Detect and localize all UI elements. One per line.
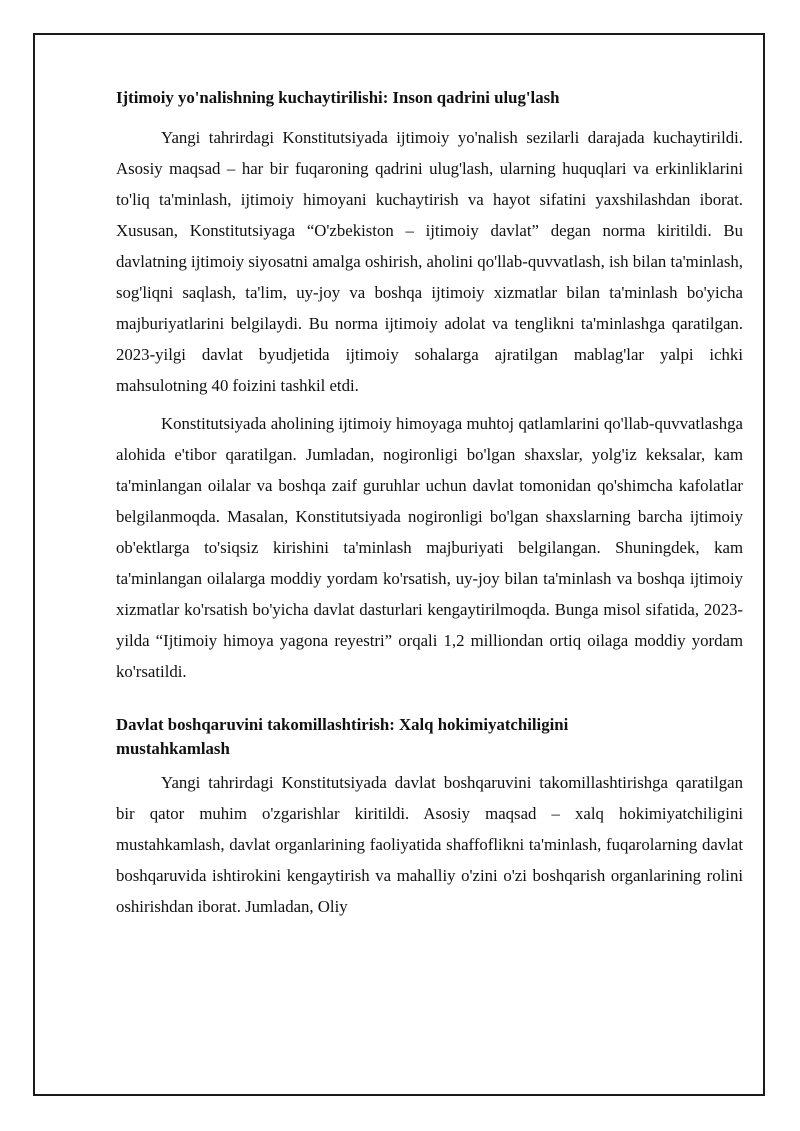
paragraph-social-state-norm: Yangi tahrirdagi Konstitutsiyada ijtimoiy yo'nalish sezilarli darajada kuchaytirildi. Asosiy maqsad – har bir fuqaroning qadrini ulug'lash, ularning huquqlari va erkinliklarini to'liq ta'minlash, ijtimoiy himoyani kuchaytirish va hayot sifatini yaxshilashdan iborat. Xususan, Konstitutsiyaga “O'zbekiston – ijtimoiy davlat” degan norma kiritildi. Bu davlatning ijtimoiy siyosatni amalga oshirish, aholini qo'llab-quvvatlash, ish bilan ta'minlash, sog'liqni saqlash, ta'lim, uy-joy va boshqa ijtimoiy xizmatlar bilan ta'minlash bo'yicha majburiyatlarini belgilaydi. Bu norma ijtimoiy adolat va tenglikni ta'minlashga qaratilgan. 2023-yilgi davlat byudjetida ijtimoiy sohalarga ajratilgan mablag'lar yalpi ichki mahsulotning 40 foizini tashkil etdi. bbox=[116, 128, 743, 395]
section-heading-public-administration: Davlat boshqaruvini takomillashtirish: Xalq hokimiyatchiligini mustahkamlash bbox=[116, 715, 569, 758]
paragraph-governance-changes: Yangi tahrirdagi Konstitutsiyada davlat boshqaruvini takomillashtirishga qaratilgan bir qator muhim o'zgarishlar kiritildi. Asosiy maqsad – xalq hokimiyatchiligini mustahkamlash, davlat organlarining faoliyatida shaffoflikni ta'minlash, fuqarolarning davlat boshqaruvida ishtirokini kengaytirish va mahalliy o'zini o'zi boshqarish organlarining rolini oshirishdan iborat. Jumladan, Oliy bbox=[116, 773, 743, 916]
paragraph-vulnerable-groups: Konstitutsiyada aholining ijtimoiy himoyaga muhtoj qatlamlarini qo'llab-quvvatlashga alohida e'tibor qaratilgan. Jumladan, nogironligi bo'lgan shaxslar, yolg'iz keksalar, kam ta'minlangan oilalar va boshqa zaif guruhlar uchun davlat tomonidan qo'shimcha kafolatlar belgilanmoqda. Masalan, Konstitutsiyada nogironligi bo'lgan shaxslarning barcha ijtimoiy ob'ektlarga to'siqsiz kirishini ta'minlash majburiyati belgilangan. Shuningdek, kam ta'minlangan oilalarga moddiy yordam ko'rsatish, uy-joy bilan ta'minlash va boshqa ijtimoiy xizmatlar ko'rsatish bo'yicha davlat dasturlari kengaytirilmoqda. Bunga misol sifatida, 2023-yilda “Ijtimoiy himoya yagona reyestri” orqali 1,2 milliondan ortiq oilaga moddiy yordam ko'rsatildi. bbox=[116, 414, 743, 681]
document-body bbox=[116, 86, 743, 929]
section-heading-social-direction: Ijtimoiy yo'nalishning kuchaytirilishi: Inson qadrini ulug'lash bbox=[116, 88, 560, 107]
